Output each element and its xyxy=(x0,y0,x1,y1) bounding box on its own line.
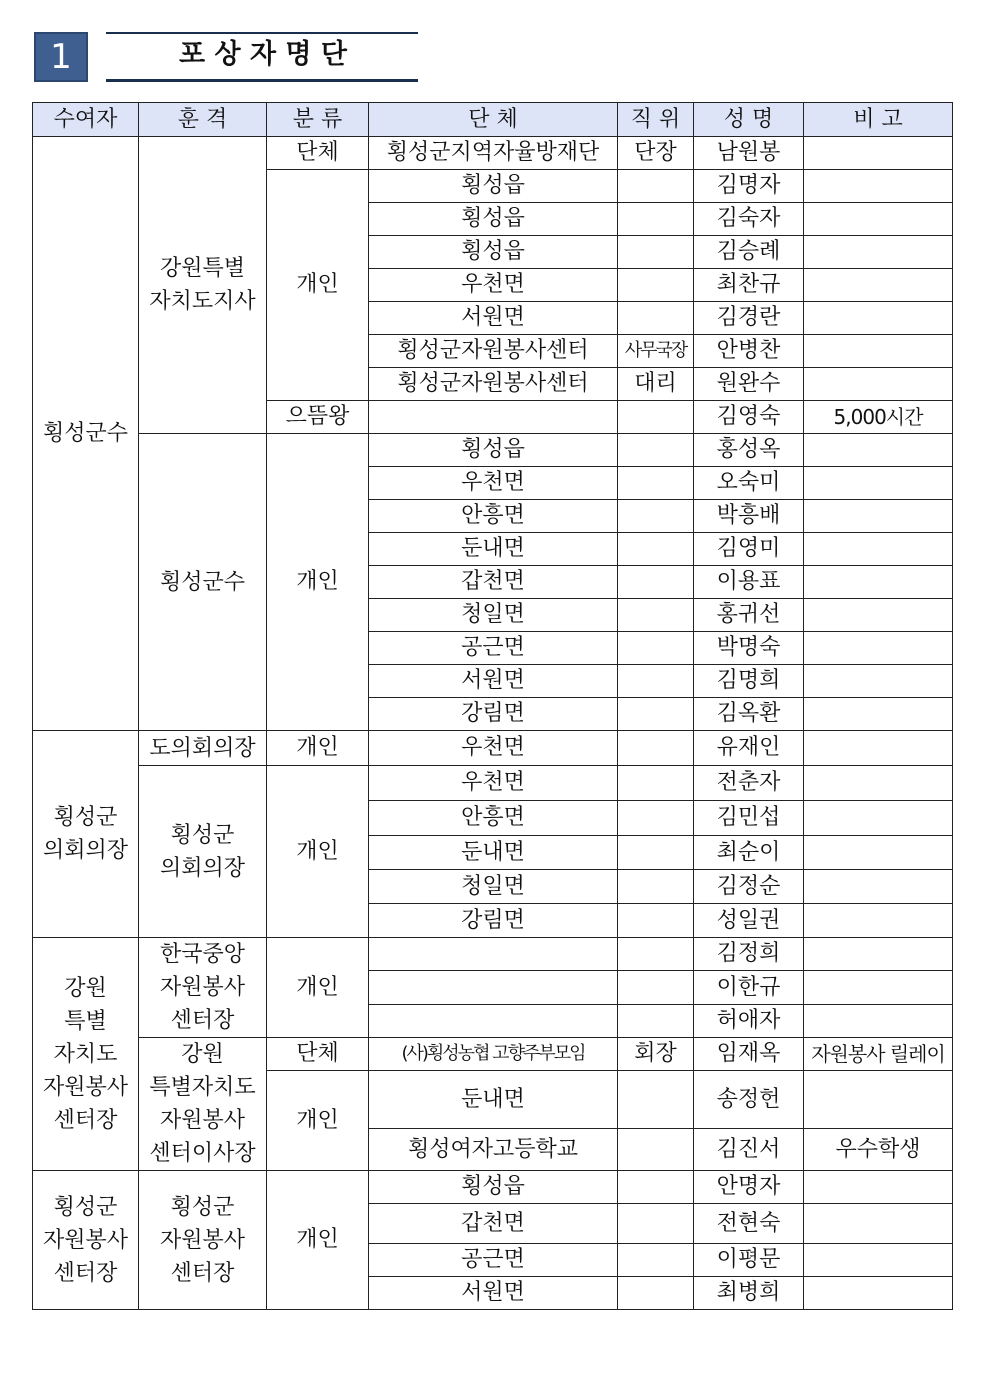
cell-name: 유재인 xyxy=(694,731,804,766)
cell-organization: 공근면 xyxy=(369,1244,618,1277)
cell-category: 개인 xyxy=(267,170,369,401)
cell-position xyxy=(618,302,694,335)
cell-position xyxy=(618,1204,694,1244)
cell-category: 단체 xyxy=(267,1038,369,1071)
table-row xyxy=(33,1171,953,1204)
cell-organization: 안흥면 xyxy=(369,801,618,836)
cell-position xyxy=(618,1171,694,1204)
cell-name: 홍성옥 xyxy=(694,434,804,467)
cell-organization: 둔내면 xyxy=(369,533,618,566)
cell-note xyxy=(804,236,953,269)
cell-note xyxy=(804,1004,953,1037)
cell-name: 김명자 xyxy=(694,170,804,203)
cell-note xyxy=(804,870,953,904)
page-title: 포 상 자 명 단 xyxy=(178,39,347,70)
cell-award: 횡성군 의회의장 xyxy=(139,766,267,938)
cell-position: 단장 xyxy=(618,137,694,170)
cell-note xyxy=(804,566,953,599)
cell-name: 임재옥 xyxy=(694,1038,804,1071)
cell-organization xyxy=(369,401,618,434)
cell-grantor: 횡성군 의회의장 xyxy=(33,731,139,938)
cell-name: 전현숙 xyxy=(694,1204,804,1244)
cell-category: 개인 xyxy=(267,766,369,938)
cell-note xyxy=(804,665,953,698)
cell-organization: 공근면 xyxy=(369,632,618,665)
cell-organization: 갑천면 xyxy=(369,566,618,599)
cell-name: 안명자 xyxy=(694,1171,804,1204)
cell-position: 회장 xyxy=(618,1038,694,1071)
cell-position xyxy=(618,632,694,665)
table-row xyxy=(33,938,953,971)
cell-organization: 횡성여자고등학교 xyxy=(369,1129,618,1171)
cell-note xyxy=(804,203,953,236)
cell-name: 김민섭 xyxy=(694,801,804,836)
cell-grantor: 횡성군수 xyxy=(33,137,139,731)
cell-name: 허애자 xyxy=(694,1004,804,1037)
cell-note xyxy=(804,1244,953,1277)
cell-position xyxy=(618,566,694,599)
cell-organization: 횡성읍 xyxy=(369,203,618,236)
cell-name: 김경란 xyxy=(694,302,804,335)
cell-name: 이용표 xyxy=(694,566,804,599)
cell-organization: 횡성읍 xyxy=(369,434,618,467)
cell-note xyxy=(804,302,953,335)
cell-name: 박흥배 xyxy=(694,500,804,533)
cell-name: 김옥환 xyxy=(694,698,804,731)
cell-organization xyxy=(369,1004,618,1037)
cell-position xyxy=(618,904,694,938)
cell-note xyxy=(804,632,953,665)
cell-name: 전춘자 xyxy=(694,766,804,801)
cell-note xyxy=(804,1071,953,1129)
cell-grantor: 횡성군 자원봉사 센터장 xyxy=(33,1171,139,1310)
cell-note xyxy=(804,467,953,500)
cell-position xyxy=(618,801,694,836)
cell-organization: (사)횡성농협 고향주부모임 xyxy=(369,1038,618,1071)
cell-note xyxy=(804,971,953,1004)
table-row xyxy=(33,766,953,801)
cell-position xyxy=(618,170,694,203)
cell-organization: 청일면 xyxy=(369,599,618,632)
cell-name: 박명숙 xyxy=(694,632,804,665)
cell-name: 김영숙 xyxy=(694,401,804,434)
cell-organization: 청일면 xyxy=(369,870,618,904)
cell-position xyxy=(618,731,694,766)
cell-note xyxy=(804,269,953,302)
cell-name: 남원봉 xyxy=(694,137,804,170)
table-row xyxy=(33,434,953,467)
cell-position xyxy=(618,836,694,870)
section-number-badge: 1 xyxy=(34,32,88,82)
header-award: 훈 격 xyxy=(139,103,267,137)
cell-grantor: 강원 특별 자치도 자원봉사 센터장 xyxy=(33,938,139,1171)
table-row xyxy=(33,137,953,170)
cell-note xyxy=(804,836,953,870)
cell-award: 강원특별 자치도지사 xyxy=(139,137,267,434)
cell-position: 사무국장 xyxy=(618,335,694,368)
cell-category: 개인 xyxy=(267,731,369,766)
cell-position xyxy=(618,870,694,904)
header-grantor: 수여자 xyxy=(33,103,139,137)
cell-note xyxy=(804,137,953,170)
cell-organization xyxy=(369,938,618,971)
cell-name: 김정순 xyxy=(694,870,804,904)
cell-name: 성일권 xyxy=(694,904,804,938)
cell-organization: 횡성군지역자율방재단 xyxy=(369,137,618,170)
table-body xyxy=(33,137,953,1310)
cell-note xyxy=(804,731,953,766)
cell-category: 개인 xyxy=(267,1071,369,1171)
cell-category: 개인 xyxy=(267,938,369,1038)
cell-note xyxy=(804,938,953,971)
cell-organization: 안흥면 xyxy=(369,500,618,533)
cell-note xyxy=(804,698,953,731)
table-header-row xyxy=(33,103,953,137)
cell-organization: 갑천면 xyxy=(369,1204,618,1244)
cell-category: 개인 xyxy=(267,1171,369,1310)
cell-position xyxy=(618,938,694,971)
cell-note xyxy=(804,801,953,836)
cell-note xyxy=(804,904,953,938)
cell-organization: 우천면 xyxy=(369,766,618,801)
cell-organization: 횡성군자원봉사센터 xyxy=(369,368,618,401)
cell-award: 횡성군수 xyxy=(139,434,267,731)
cell-name: 김정희 xyxy=(694,938,804,971)
header-name: 성 명 xyxy=(694,103,804,137)
cell-award: 한국중앙 자원봉사 센터장 xyxy=(139,938,267,1038)
cell-note xyxy=(804,1204,953,1244)
cell-note xyxy=(804,766,953,801)
cell-organization: 둔내면 xyxy=(369,836,618,870)
cell-award: 횡성군 자원봉사 센터장 xyxy=(139,1171,267,1310)
cell-organization: 횡성읍 xyxy=(369,170,618,203)
cell-note xyxy=(804,1277,953,1310)
table-row xyxy=(33,1038,953,1071)
cell-organization xyxy=(369,971,618,1004)
cell-organization: 횡성읍 xyxy=(369,236,618,269)
cell-award: 도의회의장 xyxy=(139,731,267,766)
cell-name: 최병희 xyxy=(694,1277,804,1310)
cell-name: 원완수 xyxy=(694,368,804,401)
cell-name: 최순이 xyxy=(694,836,804,870)
cell-category: 단체 xyxy=(267,137,369,170)
cell-name: 홍귀선 xyxy=(694,599,804,632)
cell-position xyxy=(618,665,694,698)
cell-organization: 횡성읍 xyxy=(369,1171,618,1204)
cell-note xyxy=(804,500,953,533)
cell-position xyxy=(618,1071,694,1129)
header-organization: 단 체 xyxy=(369,103,618,137)
cell-organization: 서원면 xyxy=(369,302,618,335)
cell-organization: 우천면 xyxy=(369,467,618,500)
cell-organization: 둔내면 xyxy=(369,1071,618,1129)
cell-name: 김승례 xyxy=(694,236,804,269)
cell-position xyxy=(618,698,694,731)
cell-name: 김명희 xyxy=(694,665,804,698)
cell-position xyxy=(618,434,694,467)
cell-note: 5,000시간 xyxy=(804,401,953,434)
cell-position xyxy=(618,500,694,533)
cell-position xyxy=(618,269,694,302)
cell-category: 개인 xyxy=(267,434,369,731)
cell-position: 대리 xyxy=(618,368,694,401)
cell-position xyxy=(618,1244,694,1277)
header-category: 분 류 xyxy=(267,103,369,137)
cell-note xyxy=(804,1171,953,1204)
cell-note xyxy=(804,335,953,368)
title-rule-bottom xyxy=(106,79,418,82)
cell-note: 자원봉사 릴레이 xyxy=(804,1038,953,1071)
cell-name: 김숙자 xyxy=(694,203,804,236)
cell-position xyxy=(618,533,694,566)
cell-note xyxy=(804,170,953,203)
cell-organization: 서원면 xyxy=(369,1277,618,1310)
cell-organization: 우천면 xyxy=(369,731,618,766)
cell-note xyxy=(804,368,953,401)
cell-name: 오숙미 xyxy=(694,467,804,500)
cell-name: 최찬규 xyxy=(694,269,804,302)
cell-organization: 우천면 xyxy=(369,269,618,302)
cell-position xyxy=(618,1129,694,1171)
awardee-table xyxy=(32,102,953,1310)
cell-organization: 강림면 xyxy=(369,904,618,938)
cell-award: 강원 특별자치도 자원봉사 센터이사장 xyxy=(139,1038,267,1171)
cell-name: 안병찬 xyxy=(694,335,804,368)
cell-position xyxy=(618,467,694,500)
cell-position xyxy=(618,1277,694,1310)
cell-note xyxy=(804,599,953,632)
cell-position xyxy=(618,599,694,632)
cell-position xyxy=(618,971,694,1004)
cell-note xyxy=(804,533,953,566)
cell-organization: 강림면 xyxy=(369,698,618,731)
cell-name: 김진서 xyxy=(694,1129,804,1171)
cell-name: 이한규 xyxy=(694,971,804,1004)
table-row xyxy=(33,731,953,766)
cell-position xyxy=(618,766,694,801)
header-position: 직 위 xyxy=(618,103,694,137)
cell-position xyxy=(618,203,694,236)
cell-organization: 서원면 xyxy=(369,665,618,698)
cell-note xyxy=(804,434,953,467)
header-note: 비 고 xyxy=(804,103,953,137)
cell-position xyxy=(618,236,694,269)
cell-position xyxy=(618,1004,694,1037)
cell-name: 이평문 xyxy=(694,1244,804,1277)
cell-category: 으뜸왕 xyxy=(267,401,369,434)
cell-name: 김영미 xyxy=(694,533,804,566)
cell-note: 우수학생 xyxy=(804,1129,953,1171)
cell-position xyxy=(618,401,694,434)
cell-name: 송정헌 xyxy=(694,1071,804,1129)
cell-organization: 횡성군자원봉사센터 xyxy=(369,335,618,368)
